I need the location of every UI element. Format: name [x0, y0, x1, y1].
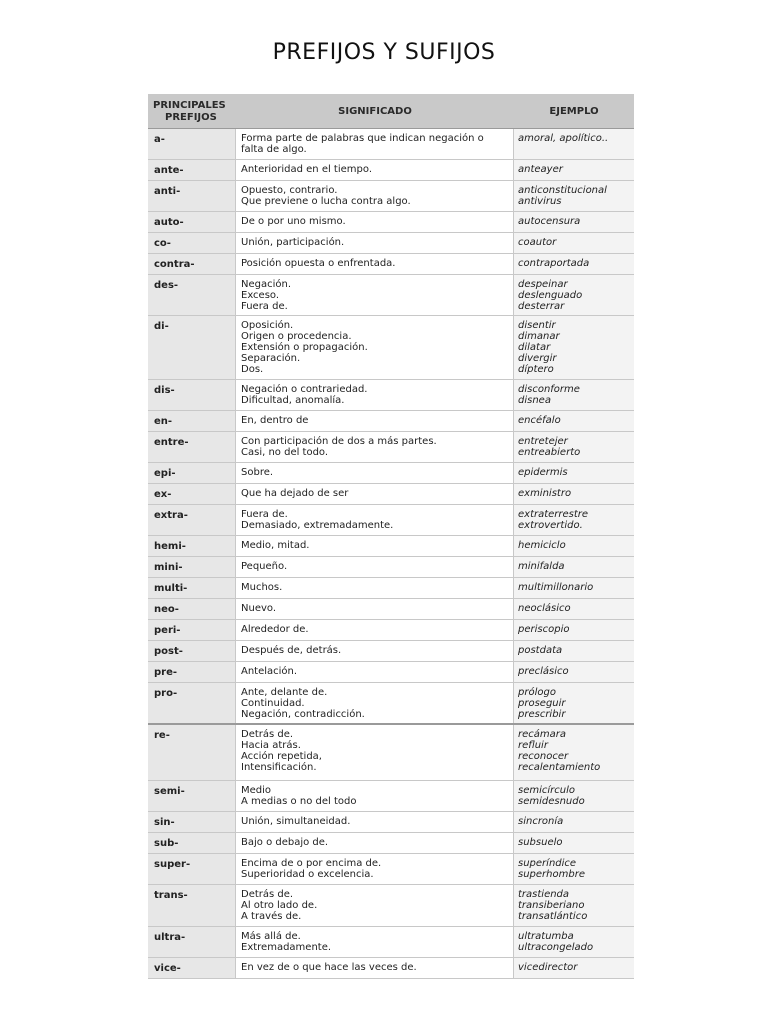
meaning-line: Opuesto, contrario. [241, 185, 338, 196]
prefix-cell: pre- [148, 662, 236, 682]
meaning-line: Extremadamente. [241, 942, 332, 953]
example-line: dimanar [518, 331, 560, 342]
meaning-cell [236, 432, 514, 462]
meaning-line: Que ha dejado de ser [241, 488, 349, 499]
meaning-cell [236, 620, 514, 640]
example-line: transatlántico [518, 911, 588, 922]
table-row [148, 812, 634, 833]
example-line: recámara [518, 729, 566, 740]
meaning-cell [236, 411, 514, 431]
table-row [148, 484, 634, 505]
example-cell [514, 536, 634, 556]
table-body [148, 129, 634, 979]
example-cell [514, 599, 634, 619]
example-cell [514, 254, 634, 274]
prefix-table [148, 94, 634, 979]
meaning-cell [236, 484, 514, 504]
meaning-line: Unión, participación. [241, 237, 345, 248]
meaning-line: Negación, contradicción. [241, 709, 365, 720]
meaning-line: Origen o procedencia. [241, 331, 352, 342]
prefix-cell: des- [148, 275, 236, 315]
prefix-cell: en- [148, 411, 236, 431]
example-line: periscopio [518, 624, 570, 635]
meaning-cell [236, 536, 514, 556]
example-cell [514, 380, 634, 410]
meaning-line: Casi, no del todo. [241, 447, 329, 458]
meaning-line: falta de algo. [241, 144, 307, 155]
table-row [148, 463, 634, 484]
meaning-line: A medias o no del todo [241, 796, 357, 807]
example-cell [514, 683, 634, 723]
example-line: anteayer [518, 164, 563, 175]
meaning-line: Anterioridad en el tiempo. [241, 164, 372, 175]
prefix-cell: extra- [148, 505, 236, 535]
meaning-line: Dificultad, anomalía. [241, 395, 345, 406]
example-line: despeinar [518, 279, 568, 290]
example-cell [514, 129, 634, 159]
table-row [148, 316, 634, 380]
example-cell [514, 854, 634, 884]
meaning-line: Superioridad o excelencia. [241, 869, 374, 880]
example-line: encéfalo [518, 415, 561, 426]
table-row [148, 129, 634, 160]
meaning-cell [236, 833, 514, 853]
example-line: trastienda [518, 889, 570, 900]
meaning-cell [236, 599, 514, 619]
meaning-line: De o por uno mismo. [241, 216, 346, 227]
example-cell [514, 927, 634, 957]
example-cell [514, 641, 634, 661]
example-line: entretejer [518, 436, 568, 447]
table-row [148, 599, 634, 620]
meaning-line: Forma parte de palabras que indican negación o [241, 133, 484, 144]
table-row [148, 254, 634, 275]
meaning-line: Medio [241, 785, 272, 796]
prefix-cell: mini- [148, 557, 236, 577]
example-cell [514, 275, 634, 315]
table-row [148, 432, 634, 463]
meaning-line: Hacia atrás. [241, 740, 301, 751]
meaning-line: Medio, mitad. [241, 540, 310, 551]
example-cell [514, 160, 634, 180]
prefix-cell: re- [148, 725, 236, 780]
header-prefix [148, 94, 236, 128]
meaning-cell [236, 160, 514, 180]
example-line: dilatar [518, 342, 551, 353]
example-cell [514, 557, 634, 577]
meaning-line: En, dentro de [241, 415, 309, 426]
prefix-cell: post- [148, 641, 236, 661]
table-row [148, 275, 634, 316]
example-cell [514, 505, 634, 535]
meaning-cell [236, 316, 514, 379]
example-line: desterrar [518, 301, 565, 312]
meaning-cell [236, 505, 514, 535]
prefix-cell: peri- [148, 620, 236, 640]
example-line: prescribir [518, 709, 566, 720]
meaning-line: En vez de o que hace las veces de. [241, 962, 417, 973]
meaning-cell [236, 275, 514, 315]
table-row [148, 885, 634, 927]
table-row [148, 781, 634, 812]
example-line: minifalda [518, 561, 565, 572]
meaning-line: Alrededor de. [241, 624, 309, 635]
table-row [148, 233, 634, 254]
example-line: autocensura [518, 216, 581, 227]
meaning-cell [236, 254, 514, 274]
example-line: preclásico [518, 666, 569, 677]
table-row [148, 536, 634, 557]
meaning-line: Continuidad. [241, 698, 305, 709]
example-line: amoral, apolítico.. [518, 133, 609, 144]
page-title: PREFIJOS Y SUFIJOS [272, 40, 496, 65]
meaning-line: A través de. [241, 911, 302, 922]
example-cell [514, 484, 634, 504]
meaning-line: Posición opuesta o enfrentada. [241, 258, 396, 269]
table-header [148, 94, 634, 129]
example-line: subsuelo [518, 837, 563, 848]
example-cell [514, 181, 634, 211]
meaning-line: Pequeño. [241, 561, 288, 572]
meaning-cell [236, 129, 514, 159]
example-line: prólogo [518, 687, 556, 698]
prefix-cell: dis- [148, 380, 236, 410]
example-line: extraterrestre [518, 509, 589, 520]
example-cell [514, 316, 634, 379]
meaning-cell [236, 927, 514, 957]
prefix-cell: anti- [148, 181, 236, 211]
example-line: postdata [518, 645, 563, 656]
meaning-line: Más allá de. [241, 931, 301, 942]
table-row [148, 641, 634, 662]
meaning-line: Detrás de. [241, 729, 294, 740]
example-cell [514, 662, 634, 682]
meaning-line: Dos. [241, 364, 264, 375]
table-row [148, 620, 634, 641]
example-line: recalentamiento [518, 762, 601, 773]
table-row [148, 854, 634, 885]
meaning-line: Con participación de dos a más partes. [241, 436, 437, 447]
example-line: proseguir [518, 698, 566, 709]
example-cell [514, 812, 634, 832]
prefix-cell: contra- [148, 254, 236, 274]
table-row [148, 212, 634, 233]
prefix-cell: neo- [148, 599, 236, 619]
meaning-cell [236, 212, 514, 232]
example-line: epidermis [518, 467, 568, 478]
prefix-cell: a- [148, 129, 236, 159]
header-meaning: SIGNIFICADO [338, 106, 412, 117]
meaning-line: Al otro lado de. [241, 900, 318, 911]
example-cell [514, 233, 634, 253]
example-line: superíndice [518, 858, 577, 869]
meaning-line: Sobre. [241, 467, 274, 478]
example-line: neoclásico [518, 603, 571, 614]
meaning-cell [236, 885, 514, 926]
table-row [148, 411, 634, 432]
prefix-cell: hemi- [148, 536, 236, 556]
example-line: contraportada [518, 258, 590, 269]
prefix-cell: entre- [148, 432, 236, 462]
table-row [148, 380, 634, 411]
example-line: semicírculo [518, 785, 576, 796]
meaning-line: Fuera de. [241, 509, 288, 520]
example-line: disconforme [518, 384, 580, 395]
meaning-cell [236, 380, 514, 410]
example-line: extrovertido. [518, 520, 583, 531]
example-line: coautor [518, 237, 557, 248]
prefix-cell: sin- [148, 812, 236, 832]
example-cell [514, 432, 634, 462]
example-line: disnea [518, 395, 551, 406]
meaning-line: Separación. [241, 353, 301, 364]
table-row [148, 725, 634, 781]
prefix-cell: ante- [148, 160, 236, 180]
meaning-cell [236, 557, 514, 577]
meaning-cell [236, 854, 514, 884]
example-cell [514, 958, 634, 978]
prefix-cell: multi- [148, 578, 236, 598]
meaning-line: Nuevo. [241, 603, 277, 614]
meaning-line: Demasiado, extremadamente. [241, 520, 394, 531]
meaning-cell [236, 662, 514, 682]
meaning-line: Después de, detrás. [241, 645, 342, 656]
example-line: refluir [518, 740, 548, 751]
example-cell [514, 620, 634, 640]
prefix-cell: di- [148, 316, 236, 379]
meaning-line: Intensificación. [241, 762, 317, 773]
table-row [148, 505, 634, 536]
example-line: sincronía [518, 816, 564, 827]
table-row [148, 662, 634, 683]
prefix-cell: ex- [148, 484, 236, 504]
example-line: entreabierto [518, 447, 581, 458]
meaning-cell [236, 578, 514, 598]
table-row [148, 557, 634, 578]
meaning-line: Negación o contrariedad. [241, 384, 368, 395]
meaning-cell [236, 463, 514, 483]
meaning-line: Muchos. [241, 582, 283, 593]
prefix-cell: super- [148, 854, 236, 884]
table-row [148, 958, 634, 979]
header-example: EJEMPLO [549, 106, 599, 117]
meaning-line: Exceso. [241, 290, 280, 301]
table-row [148, 683, 634, 725]
example-cell [514, 411, 634, 431]
meaning-line: Detrás de. [241, 889, 294, 900]
example-line: díptero [518, 364, 554, 375]
table-row [148, 160, 634, 181]
meaning-line: Ante, delante de. [241, 687, 328, 698]
example-line: exministro [518, 488, 572, 499]
example-line: anticonstitucional [518, 185, 607, 196]
example-line: ultratumba [518, 931, 574, 942]
example-cell [514, 463, 634, 483]
example-line: transiberiano [518, 900, 585, 911]
meaning-cell [236, 683, 514, 723]
example-line: divergir [518, 353, 557, 364]
meaning-line: Que previene o lucha contra algo. [241, 196, 411, 207]
table-row [148, 181, 634, 212]
example-line: semidesnudo [518, 796, 585, 807]
prefix-cell: co- [148, 233, 236, 253]
meaning-cell [236, 812, 514, 832]
example-line: disentir [518, 320, 556, 331]
prefix-cell: epi- [148, 463, 236, 483]
prefix-cell: trans- [148, 885, 236, 926]
prefix-cell: auto- [148, 212, 236, 232]
meaning-cell [236, 233, 514, 253]
example-line: antivirus [518, 196, 562, 207]
meaning-cell [236, 781, 514, 811]
meaning-cell [236, 958, 514, 978]
meaning-cell [236, 641, 514, 661]
meaning-line: Unión, simultaneidad. [241, 816, 351, 827]
table-row [148, 833, 634, 854]
prefix-cell: pro- [148, 683, 236, 723]
example-line: hemiciclo [518, 540, 566, 551]
example-line: superhombre [518, 869, 585, 880]
prefix-cell: semi- [148, 781, 236, 811]
example-line: ultracongelado [518, 942, 594, 953]
meaning-line: Oposición. [241, 320, 294, 331]
example-cell [514, 725, 634, 780]
meaning-cell [236, 181, 514, 211]
meaning-line: Fuera de. [241, 301, 288, 312]
header-prefix-line1: PRINCIPALES [153, 100, 226, 111]
meaning-line: Negación. [241, 279, 292, 290]
meaning-line: Extensión o propagación. [241, 342, 368, 353]
meaning-line: Encima de o por encima de. [241, 858, 382, 869]
prefix-cell: ultra- [148, 927, 236, 957]
example-cell [514, 885, 634, 926]
meaning-line: Bajo o debajo de. [241, 837, 329, 848]
table-row [148, 578, 634, 599]
table-row [148, 927, 634, 958]
example-cell [514, 833, 634, 853]
example-cell [514, 578, 634, 598]
example-cell [514, 212, 634, 232]
meaning-cell [236, 725, 514, 780]
example-line: deslenguado [518, 290, 583, 301]
example-line: reconocer [518, 751, 569, 762]
example-line: vicedirector [518, 962, 578, 973]
prefix-cell: sub- [148, 833, 236, 853]
example-line: multimillonario [518, 582, 594, 593]
header-prefix-line2: PREFIJOS [165, 112, 217, 123]
prefix-cell: vice- [148, 958, 236, 978]
example-cell [514, 781, 634, 811]
meaning-line: Acción repetida, [241, 751, 322, 762]
meaning-line: Antelación. [241, 666, 298, 677]
